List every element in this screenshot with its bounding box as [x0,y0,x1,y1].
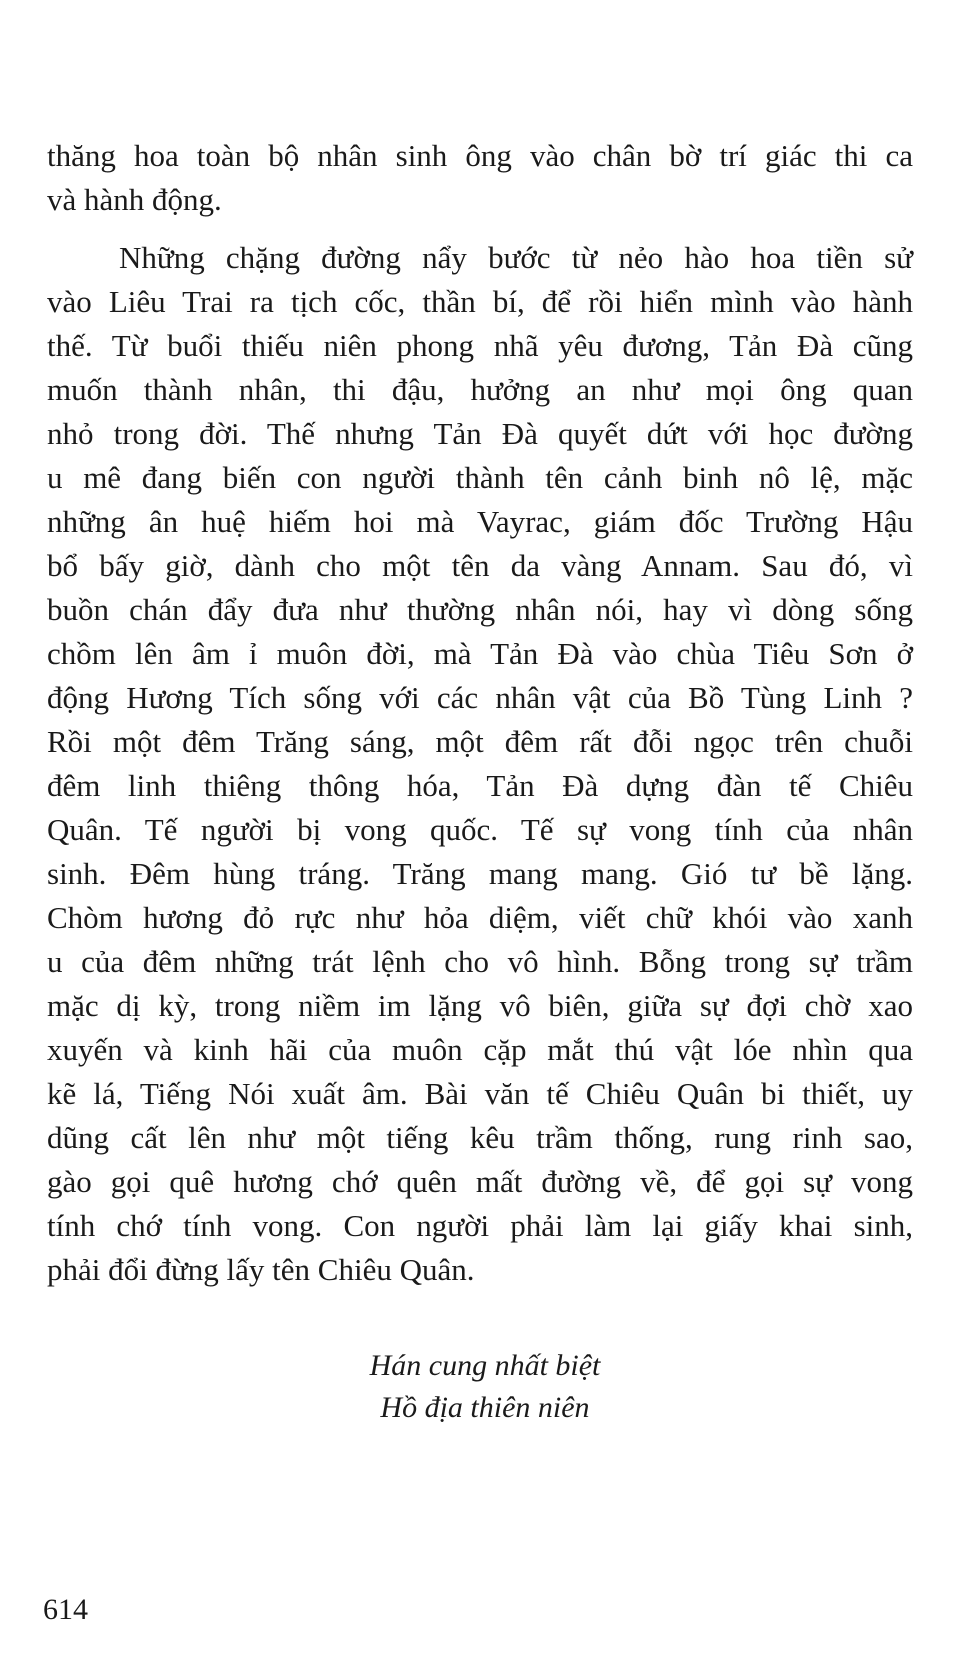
text-line: đêm linh thiêng thông hóa, Tản Đà dựng đàn tế Chiêu [47,768,913,803]
text-line: và hành động. [47,182,222,217]
text-line: muốn thành nhân, thi đậu, hưởng an như mọi ông quan [47,372,913,407]
text-line: vào Liêu Trai ra tịch cốc, thần bí, để rồi hiển mình vào hành [47,284,913,319]
text-line: những ân huệ hiếm hoi mà Vayrac, giám đốc Trường Hậu [47,504,913,539]
text-line: chồm lên âm ỉ muôn đời, mà Tản Đà vào chùa Tiêu Sơn ở [47,636,913,671]
text-line: thăng hoa toàn bộ nhân sinh ông vào chân bờ trí giác thi ca [47,138,913,173]
text-line: kẽ lá, Tiếng Nói xuất âm. Bài văn tế Chiêu Quân bi thiết, uy [47,1076,913,1111]
text-line: nhỏ trong đời. Thế nhưng Tản Đà quyết dứt với học đường [47,416,913,451]
poem-verse: Hán cung nhất biệt [369,1349,601,1382]
text-line: mặc dị kỳ, trong niềm im lặng vô biên, giữa sự đợi chờ xao [47,988,913,1023]
text-line: u của đêm những trát lệnh cho vô hình. Bỗng trong sự trầm [47,944,913,979]
text-line: Chòm hương đỏ rực như hỏa diệm, viết chữ khói vào xanh [47,900,913,935]
text-line: bổ bấy giờ, dành cho một tên da vàng Annam. Sau đó, vì [47,548,913,583]
text-line: gào gọi quê hương chớ quên mất đường về, để gọi sự vong [47,1164,913,1199]
text-line: xuyến và kinh hãi của muôn cặp mắt thú vật lóe nhìn qua [47,1032,913,1067]
text-line: buồn chán đẩy đưa như thường nhân nói, hay vì dòng sống [47,592,913,627]
text-line: dũng cất lên như một tiếng kêu trầm thống, rung rinh sao, [47,1120,913,1155]
body-text [47,134,913,1292]
text-line: Quân. Tế người bị vong quốc. Tế sự vong tính của nhân [47,812,913,847]
poem-verses [0,1345,962,1429]
text-line: Rồi một đêm Trăng sáng, một đêm rất đỗi ngọc trên chuỗi [47,724,913,759]
text-line: phải đổi đừng lấy tên Chiêu Quân. [47,1252,475,1287]
paragraph-gap [47,222,913,236]
text-line: u mê đang biến con người thành tên cảnh binh nô lệ, mặc [47,460,913,495]
text-line: thế. Từ buổi thiếu niên phong nhã yêu đương, Tản Đà cũng [47,328,913,363]
text-line: động Hương Tích sống với các nhân vật của Bồ Tùng Linh ? [47,680,913,715]
text-line: tính chớ tính vong. Con người phải làm lại giấy khai sinh, [47,1208,913,1243]
text-line: Những chặng đường nẩy bước từ nẻo hào hoa tiền sử [119,240,913,275]
text-line: sinh. Đêm hùng tráng. Trăng mang mang. Gió tư bề lặng. [47,856,913,891]
poem-verse: Hồ địa thiên niên [380,1391,590,1424]
page-number: 614 [43,1593,88,1626]
